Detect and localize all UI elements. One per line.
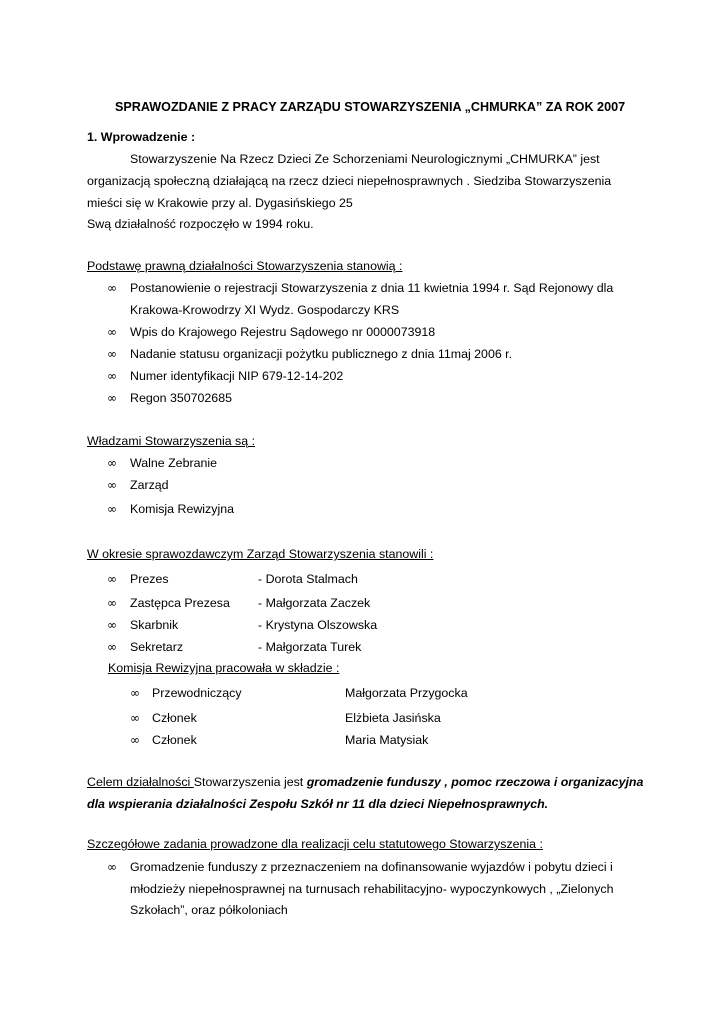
bullet-icon: ∞: [107, 478, 117, 492]
bullet-icon: ∞: [107, 325, 117, 339]
legal-basis-item: Postanowienie o rejestracji Stowarzyszenia z dnia 11 kwietnia 1994 r. Sąd Rejonowy dla: [130, 281, 614, 295]
intro-line: mieści się w Krakowie przy al. Dygasińskiego 25: [87, 196, 353, 210]
bullet-icon: ∞: [107, 596, 117, 610]
intro-line: Stowarzyszenie Na Rzecz Dzieci Ze Schorzeniami Neurologicznymi „CHMURKA” jest: [130, 152, 600, 166]
legal-basis-item: Wpis do Krajowego Rejestru Sądowego nr 0000073918: [130, 325, 436, 339]
goal-bold: gromadzenie funduszy , pomoc rzeczowa i organizacyjna: [306, 775, 644, 789]
intro-heading: 1. Wprowadzenie :: [87, 130, 196, 144]
intro-line: Swą działalność rozpoczęło w 1994 roku.: [87, 217, 314, 231]
board-name: - Małgorzata Zaczek: [258, 596, 371, 610]
bullet-icon: ∞: [107, 281, 117, 295]
bullet-icon: ∞: [107, 369, 117, 383]
bullet-icon: ∞: [107, 502, 117, 516]
authority-item: Walne Zebranie: [130, 456, 218, 470]
goal-mid: Stowarzyszenia jest: [193, 775, 307, 789]
bullet-icon: ∞: [130, 711, 140, 725]
authority-item: Komisja Rewizyjna: [130, 502, 234, 516]
goal-line: [87, 775, 643, 790]
board-role: Skarbnik: [130, 618, 179, 632]
bullet-icon: ∞: [130, 686, 140, 700]
audit-role: Członek: [152, 733, 197, 747]
bullet-icon: ∞: [107, 860, 117, 874]
legal-basis-heading: Podstawę prawną działalności Stowarzyszenia stanowią :: [87, 259, 403, 273]
bullet-icon: ∞: [130, 733, 140, 747]
bullet-icon: ∞: [107, 456, 117, 470]
audit-role: Przewodniczący: [152, 686, 242, 700]
tasks-heading: Szczegółowe zadania prowadzone dla realizacji celu statutowego Stowarzyszenia :: [87, 837, 543, 851]
legal-basis-item: Regon 350702685: [130, 391, 232, 405]
authorities-heading: Władzami Stowarzyszenia są :: [87, 434, 256, 448]
board-name: - Dorota Stalmach: [258, 572, 358, 586]
authority-item: Zarząd: [130, 478, 169, 492]
audit-name: Maria Matysiak: [345, 733, 429, 747]
audit-committee-heading: Komisja Rewizyjna pracowała w składzie :: [108, 661, 340, 675]
audit-role: Członek: [152, 711, 197, 725]
task-item: Gromadzenie funduszy z przeznaczeniem na dofinansowanie wyjazdów i pobytu dzieci i: [130, 860, 613, 874]
goal-label: Celem działalności: [87, 775, 194, 789]
task-item-cont: Szkołach”, oraz półkoloniach: [130, 903, 288, 917]
bullet-icon: ∞: [107, 391, 117, 405]
board-name: - Małgorzata Turek: [258, 640, 362, 654]
document-title: SPRAWOZDANIE Z PRACY ZARZĄDU STOWARZYSZENIA „CHMURKA” ZA ROK 2007: [115, 100, 626, 114]
board-role: Prezes: [130, 572, 169, 586]
audit-name: Małgorzata Przygocka: [345, 686, 468, 700]
bullet-icon: ∞: [107, 640, 117, 654]
board-heading: W okresie sprawozdawczym Zarząd Stowarzyszenia stanowili :: [87, 547, 434, 561]
legal-basis-item: Nadanie statusu organizacji pożytku publicznego z dnia 11maj 2006 r.: [130, 347, 513, 361]
task-item-cont: młodzieży niepełnosprawnej na turnusach rehabilitacyjno- wypoczynkowych , „Zielonych: [130, 882, 614, 896]
legal-basis-item-cont: Krakowa-Krowodrzy XI Wydz. Gospodarczy KRS: [130, 303, 400, 317]
bullet-icon: ∞: [107, 347, 117, 361]
bullet-icon: ∞: [107, 618, 117, 632]
board-role: Zastępca Prezesa: [130, 596, 230, 610]
audit-name: Elżbieta Jasińska: [345, 711, 441, 725]
board-role: Sekretarz: [130, 640, 184, 654]
intro-line: organizacją społeczną działającą na rzecz dzieci niepełnosprawnych . Siedziba Stowarzyszenia: [87, 174, 612, 188]
goal-bold-line: dla wspierania działalności Zespołu Szkół nr 11 dla dzieci Niepełnosprawnych.: [87, 797, 549, 811]
bullet-icon: ∞: [107, 572, 117, 586]
board-name: - Krystyna Olszowska: [258, 618, 378, 632]
legal-basis-item: Numer identyfikacji NIP 679-12-14-202: [130, 369, 344, 383]
